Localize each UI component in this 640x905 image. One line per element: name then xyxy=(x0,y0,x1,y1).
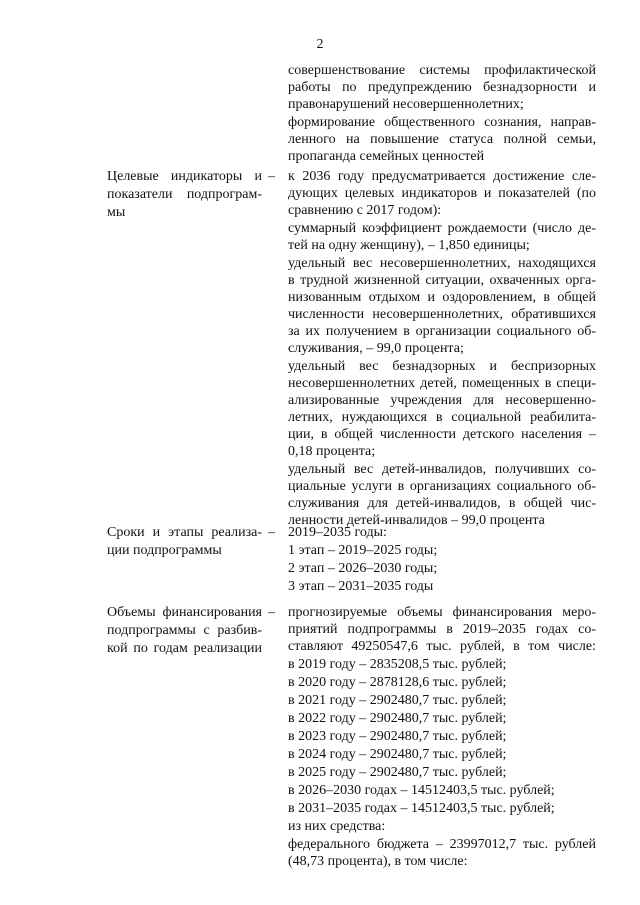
paragraph xyxy=(288,578,596,595)
paragraph xyxy=(288,800,596,817)
text-line: несовершеннолетних детей, помещенных в специ- xyxy=(288,376,596,391)
paragraph xyxy=(288,255,596,357)
text-line: 3 этап – 2031–2035 годы xyxy=(288,579,434,594)
text-line: 2 этап – 2026–2030 годы; xyxy=(288,561,438,576)
text-line: ленного на повышение статуса полной семьи, xyxy=(288,132,596,147)
text-line: служивания для детей-инвалидов, в общей чис- xyxy=(288,496,596,511)
text-line: приятий подпрограммы в 2019–2035 годах со- xyxy=(288,622,596,637)
row-value xyxy=(288,524,596,596)
text-line: ленности детей-инвалидов – 99,0 процента xyxy=(288,513,545,528)
row-value xyxy=(288,604,596,871)
text-line: сравнению с 2017 годом): xyxy=(288,203,442,218)
text-line: из них средства: xyxy=(288,819,386,834)
row-dash: – xyxy=(268,169,275,184)
text-line: численности несовершеннолетних, обратившихся xyxy=(288,307,596,322)
label-line: кой по годам реализации xyxy=(107,641,262,656)
label-line: подпрограммы с разбив- xyxy=(107,623,262,638)
text-line: прогнозируемые объемы финансирования меро- xyxy=(288,605,596,620)
text-line: служивания, – 99,0 процента; xyxy=(288,341,464,356)
text-line: 2019–2035 годы: xyxy=(288,525,387,540)
paragraph xyxy=(288,710,596,727)
paragraph xyxy=(288,692,596,709)
text-line: федерального бюджета – 23997012,7 тыс. рублей xyxy=(288,837,596,852)
text-line: (48,73 процента), в том числе: xyxy=(288,854,468,869)
paragraph xyxy=(288,220,596,254)
text-line: 1 этап – 2019–2025 годы; xyxy=(288,543,438,558)
text-line: в трудной жизненной ситуации, охваченных орга- xyxy=(288,273,596,288)
text-line: удельный вес детей-инвалидов, получивших со- xyxy=(288,462,596,477)
paragraph xyxy=(288,746,596,763)
text-line: в 2031–2035 годах – 14512403,5 тыс. рублей; xyxy=(288,801,555,816)
paragraph xyxy=(288,168,596,219)
text-line: ализированные учреждения для несовершенно- xyxy=(288,393,596,408)
row-label xyxy=(107,168,262,222)
text-line: дующих целевых индикаторов и показателей (по xyxy=(288,186,596,201)
text-line: тей на одну женщину), – 1,850 единицы; xyxy=(288,238,530,253)
text-line: суммарный коэффициент рождаемости (число де- xyxy=(288,221,596,236)
label-line: Целевые индикаторы и xyxy=(107,169,262,184)
text-line: в 2025 году – 2902480,7 тыс. рублей; xyxy=(288,765,507,780)
paragraph xyxy=(288,524,596,541)
row-label xyxy=(107,524,262,560)
row-label xyxy=(107,604,262,658)
row-value xyxy=(288,168,596,530)
text-line: в 2019 году – 2835208,5 тыс. рублей; xyxy=(288,657,507,672)
paragraph xyxy=(288,358,596,460)
text-line: к 2036 году предусматривается достижение сле- xyxy=(288,169,596,184)
text-line: в 2023 году – 2902480,7 тыс. рублей; xyxy=(288,729,507,744)
text-line: работы по предупреждению безнадзорности и xyxy=(288,80,596,95)
page-number: 2 xyxy=(316,37,324,52)
paragraph xyxy=(288,604,596,655)
paragraph xyxy=(288,728,596,745)
paragraph xyxy=(288,674,596,691)
text-line: низованным отдыхом и оздоровлением, в общей xyxy=(288,290,596,305)
text-line: совершенствование системы профилактической xyxy=(288,63,596,78)
paragraph xyxy=(288,461,596,529)
paragraph xyxy=(288,62,596,113)
text-line: удельный вес несовершеннолетних, находящихся xyxy=(288,256,596,271)
paragraph xyxy=(288,114,596,165)
continuation-value xyxy=(288,62,596,166)
label-line: Объемы финансирования xyxy=(107,605,262,620)
text-line: 0,18 процента; xyxy=(288,444,376,459)
text-line: в 2024 году – 2902480,7 тыс. рублей; xyxy=(288,747,507,762)
label-line: показатели подпрограм- xyxy=(107,187,262,202)
text-line: правонарушений несовершеннолетних; xyxy=(288,97,524,112)
text-line: пропаганда семейных ценностей xyxy=(288,149,485,164)
text-line: формирование общественного сознания, направ- xyxy=(288,115,596,130)
text-line: циальные услуги в организациях социального об- xyxy=(288,479,596,494)
text-line: удельный вес безнадзорных и беспризорных xyxy=(288,359,596,374)
paragraph xyxy=(288,542,596,559)
paragraph xyxy=(288,818,596,835)
text-line: в 2026–2030 годах – 14512403,5 тыс. рублей; xyxy=(288,783,555,798)
text-line: за их получением в организации социального об- xyxy=(288,324,596,339)
text-line: в 2021 году – 2902480,7 тыс. рублей; xyxy=(288,693,507,708)
text-line: летних, нуждающихся в социальной реабилита- xyxy=(288,410,596,425)
text-line: ции, в общей численности детского населения – xyxy=(288,427,596,442)
label-line: Сроки и этапы реализа- xyxy=(107,525,262,540)
row-dash: – xyxy=(268,525,275,540)
label-line: ции подпрограммы xyxy=(107,543,222,558)
paragraph xyxy=(288,764,596,781)
row-dash: – xyxy=(268,605,275,620)
text-line: в 2022 году – 2902480,7 тыс. рублей; xyxy=(288,711,507,726)
paragraph xyxy=(288,836,596,870)
paragraph xyxy=(288,782,596,799)
paragraph xyxy=(288,560,596,577)
label-line: мы xyxy=(107,205,126,220)
paragraph xyxy=(288,656,596,673)
text-line: ставляют 49250547,6 тыс. рублей, в том числе: xyxy=(288,639,596,654)
text-line: в 2020 году – 2878128,6 тыс. рублей; xyxy=(288,675,507,690)
